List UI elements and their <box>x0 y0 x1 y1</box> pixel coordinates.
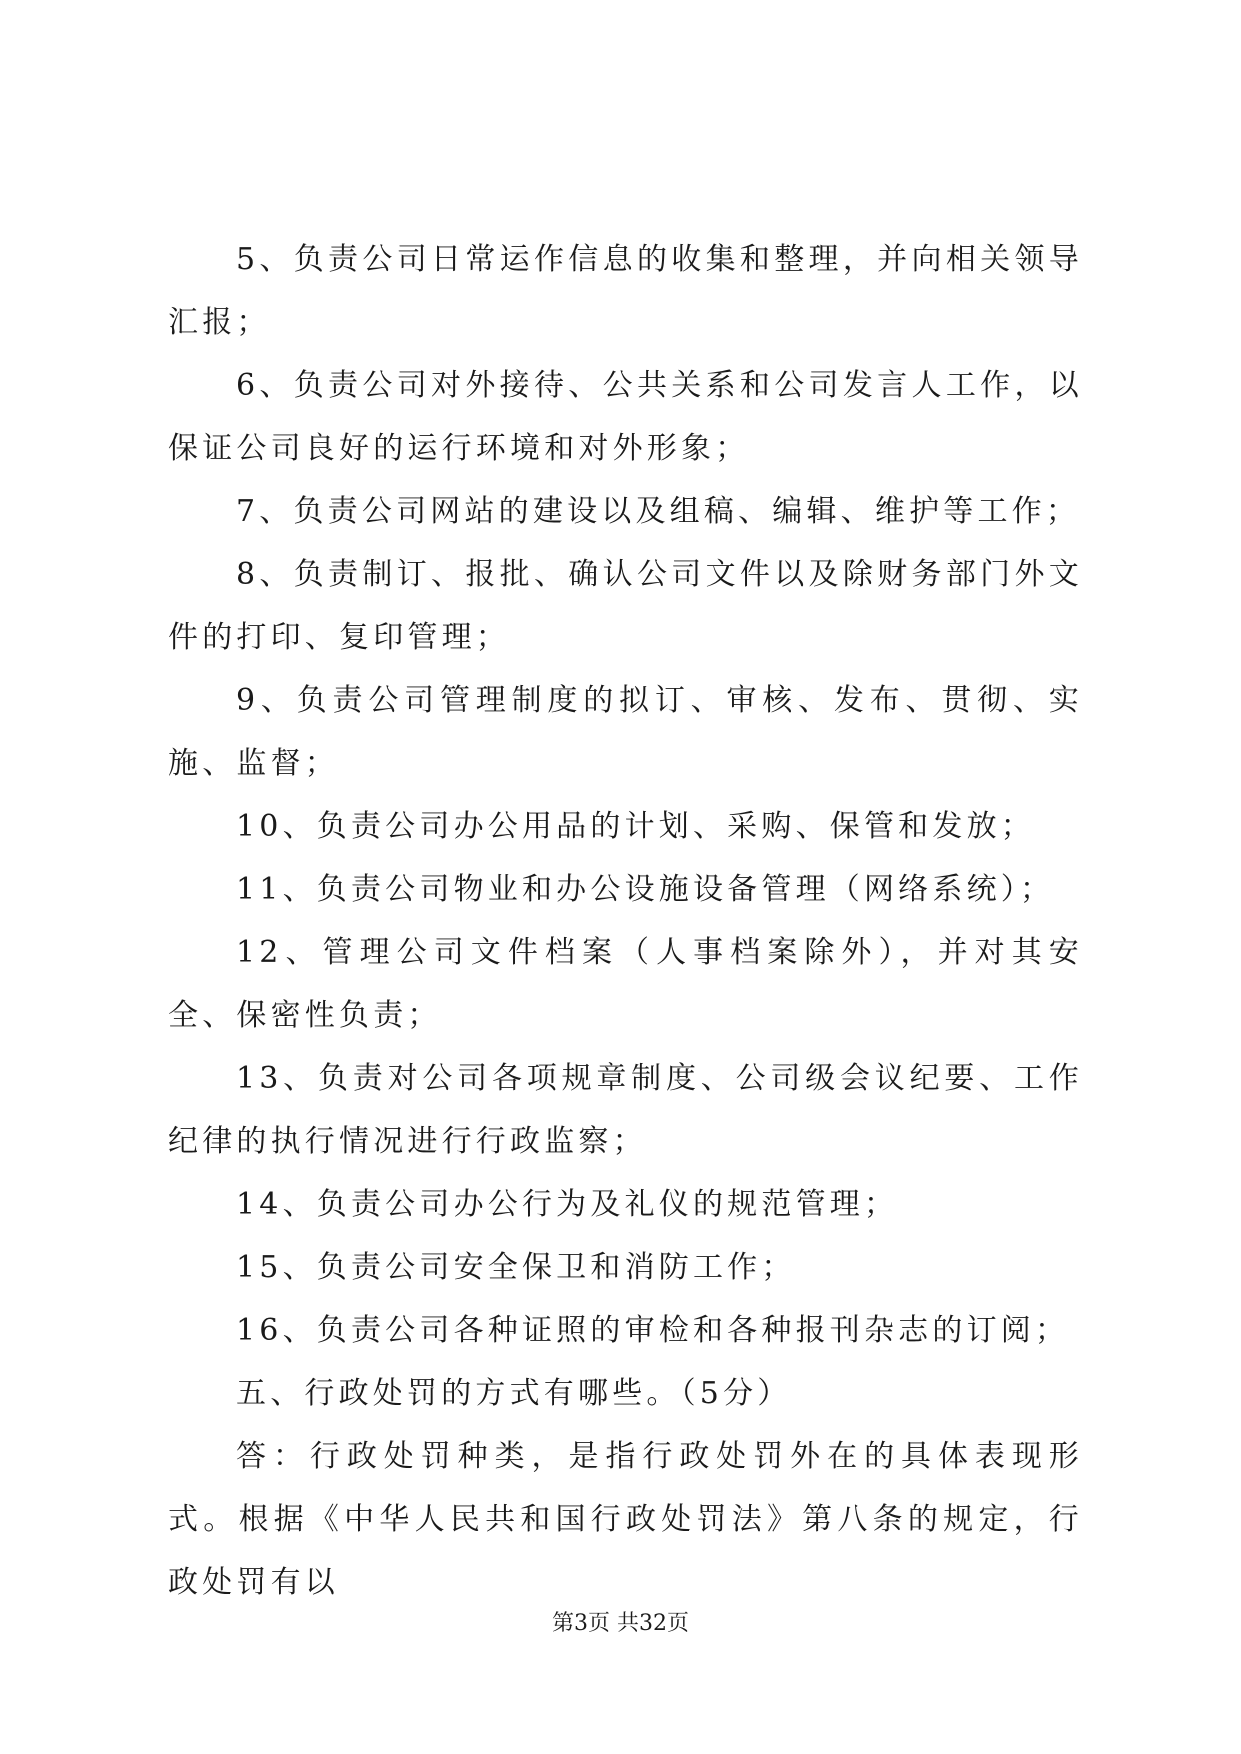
paragraph-item-7: 7、负责公司网站的建设以及组稿、编辑、维护等工作； <box>236 494 1081 529</box>
document-body <box>168 228 1083 1614</box>
page-number-footer: 第3页 共32页 <box>552 1611 689 1636</box>
section-heading: 五、行政处罚的方式有哪些。（5分） <box>236 1376 792 1411</box>
paragraph-item-8: 8、负责制订、报批、确认公司文件以及除财务部门外文件的打印、复印管理； <box>168 557 1083 655</box>
paragraph-item-14: 14、负责公司办公行为及礼仪的规范管理； <box>236 1187 899 1222</box>
paragraph-item-6: 6、负责公司对外接待、公共关系和公司发言人工作，以保证公司良好的运行环境和对外形象； <box>168 368 1083 466</box>
answer-paragraph: 答：行政处罚种类，是指行政处罚外在的具体表现形式。根据《中华人民共和国行政处罚法》第八条的规定，行政处罚有以 <box>168 1439 1083 1600</box>
paragraph-item-9: 9、负责公司管理制度的拟订、审核、发布、贯彻、实施、监督； <box>168 683 1083 781</box>
paragraph-item-5: 5、负责公司日常运作信息的收集和整理，并向相关领导汇报； <box>168 242 1083 340</box>
paragraph-item-12: 12、管理公司文件档案（人事档案除外），并对其安全、保密性负责； <box>168 935 1083 1033</box>
paragraph-item-13: 13、负责对公司各项规章制度、公司级会议纪要、工作纪律的执行情况进行行政监察； <box>168 1061 1083 1159</box>
paragraph-item-10: 10、负责公司办公用品的计划、采购、保管和发放； <box>236 809 1035 844</box>
paragraph-item-16: 16、负责公司各种证照的审检和各种报刊杂志的订阅； <box>236 1313 1070 1348</box>
paragraph-item-15: 15、负责公司安全保卫和消防工作； <box>236 1250 796 1285</box>
paragraph-item-11: 11、负责公司物业和办公设施设备管理（网络系统）； <box>236 872 1055 907</box>
